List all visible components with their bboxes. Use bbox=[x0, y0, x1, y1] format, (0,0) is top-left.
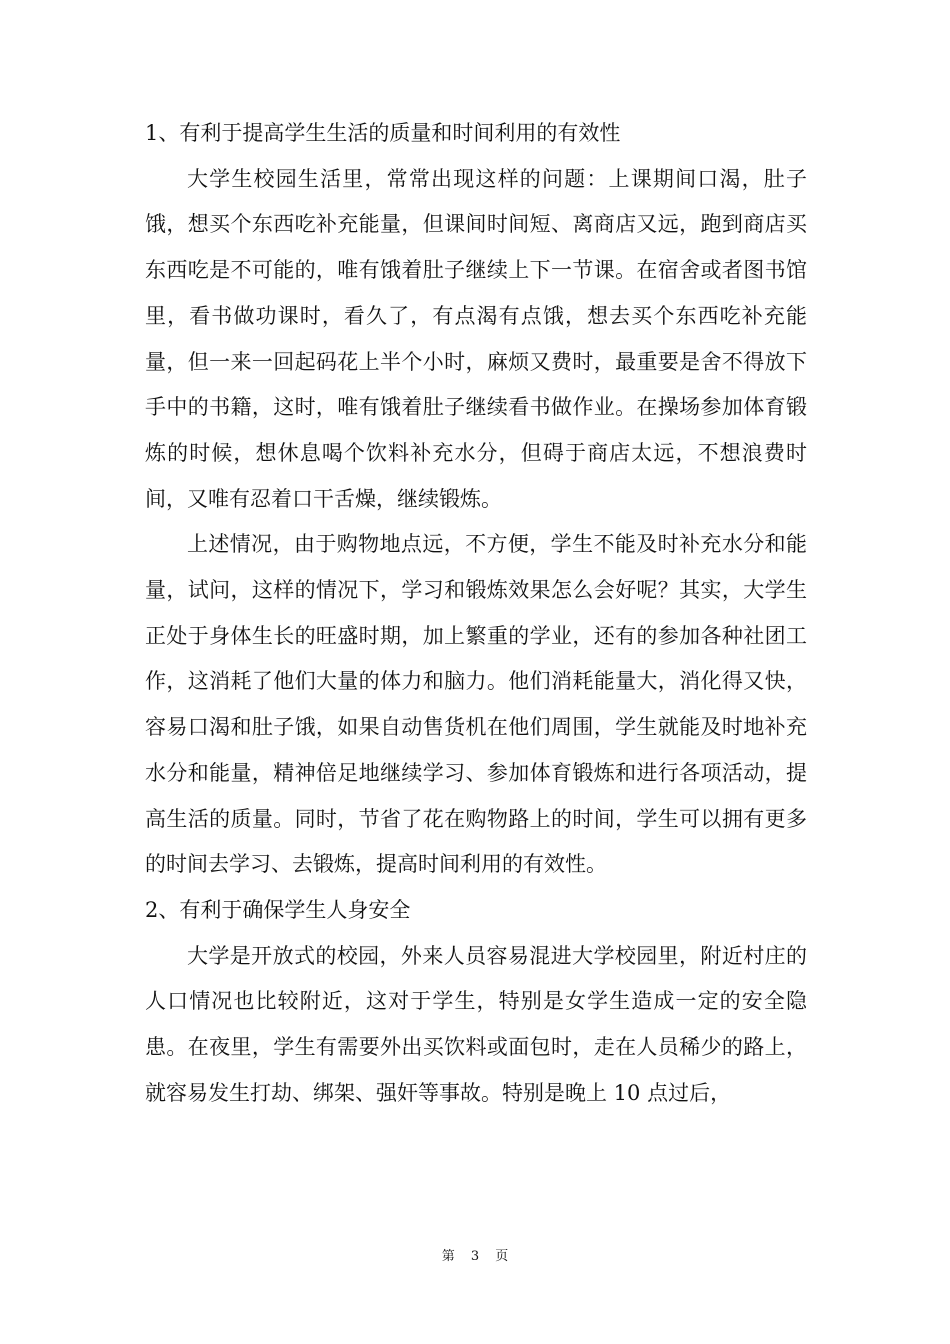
paragraph-2: 上述情况，由于购物地点远，不方便，学生不能及时补充水分和能量，试问，这样的情况下，学习和锻炼效果怎么会好呢？其实，大学生正处于身体生长的旺盛时期，加上繁重的学业，还有的参加各种社团工作，这消耗了他们大量的体力和脑力。他们消耗能量大，消化得又快，容易口渴和肚子饿，如果自动售货机在他们周围，学生就能及时地补充水分和能量，精神倍足地继续学习、参加体育锻炼和进行各项活动，提高生活的质量。同时，节省了花在购物路上的时间，学生可以拥有更多的时间去学习、去锻炼，提高时间利用的有效性。 bbox=[145, 532, 807, 877]
section-heading-1: 1、有利于提高学生生活的质量和时间利用的有效性 bbox=[145, 121, 621, 145]
footer-suffix: 页 bbox=[495, 1249, 509, 1264]
paragraph-3: 大学是开放式的校园，外来人员容易混进大学校园里，附近村庄的人口情况也比较附近，这对于学生，特别是女学生造成一定的安全隐患。在夜里，学生有需要外出买饮料或面包时，走在人员稀少的路上，就容易发生打劫、绑架、强奸等事故。特别是晚上 10 点过后， bbox=[145, 943, 807, 1105]
page-number: 3 bbox=[470, 1249, 480, 1264]
section-heading-2: 2、有利于确保学生人身安全 bbox=[145, 897, 411, 922]
page-footer bbox=[0, 1248, 950, 1266]
document-body bbox=[145, 111, 807, 1116]
paragraph-1: 大学生校园生活里，常常出现这样的问题：上课期间口渴，肚子饿，想买个东西吃补充能量，但课间时间短、离商店又远，跑到商店买东西吃是不可能的，唯有饿着肚子继续上下一节课。在宿舍或者图书馆里，看书做功课时，看久了，有点渴有点饿，想去买个东西吃补充能量，但一来一回起码花上半个小时，麻烦又费时，最重要是舍不得放下手中的书籍，这时，唯有饿着肚子继续看书做作业。在操场参加体育锻炼的时候，想休息喝个饮料补充水分，但碍于商店太远，不想浪费时间，又唯有忍着口干舌燥，继续锻炼。 bbox=[145, 166, 807, 511]
footer-prefix: 第 bbox=[441, 1249, 455, 1264]
